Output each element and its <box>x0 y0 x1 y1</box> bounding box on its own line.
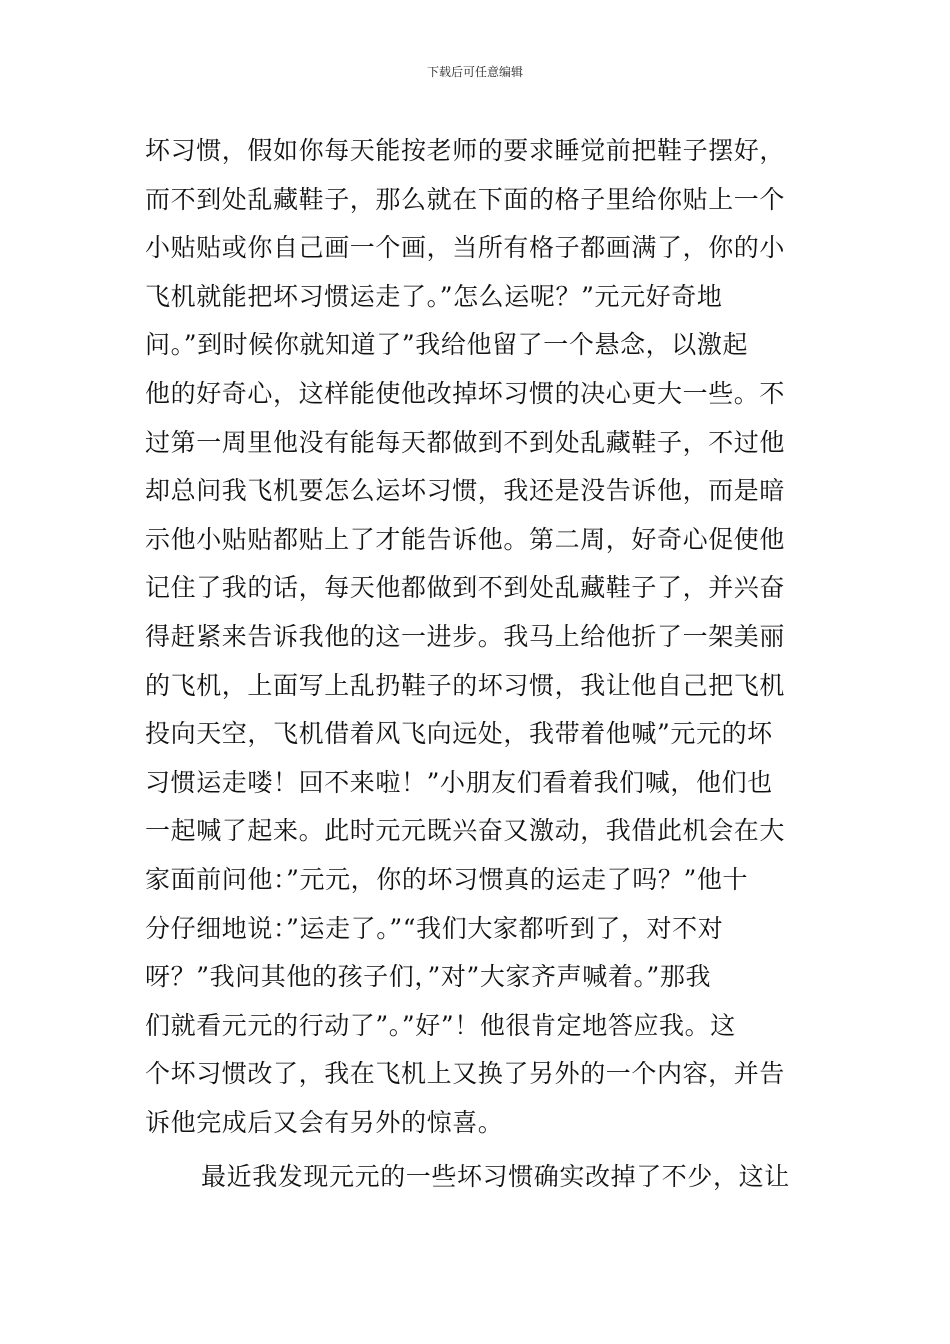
text-line: 记住了我的话，每天他都做到不到处乱藏鞋子了，并兴奋 <box>145 573 786 603</box>
text-line: 个坏习惯改了，我在飞机上又换了另外的一个内容，并告 <box>145 1059 786 1089</box>
text-line: 最近我发现元元的一些坏习惯确实改掉了不少，这让 <box>201 1162 790 1192</box>
text-line: 而不到处乱藏鞋子，那么就在下面的格子里给你贴上一个 <box>145 184 786 214</box>
text-line: 投向天空，飞机借着风飞向远处，我带着他喊”元元的坏 <box>145 719 773 749</box>
text-line: 呀？”我问其他的孩子们，”对”大家齐声喊着。”那我 <box>145 962 712 992</box>
document-body <box>145 127 825 1202</box>
paragraph <box>145 1153 825 1202</box>
text-line: 一起喊了起来。此时元元既兴奋又激动，我借此机会在大 <box>145 816 786 846</box>
text-line: 坏习惯，假如你每天能按老师的要求睡觉前把鞋子摆好， <box>145 136 786 165</box>
text-line: 问。”到时候你就知道了”我给他留了一个悬念，以激起 <box>145 330 749 360</box>
page-header: 下载后可任意编辑 <box>426 65 523 79</box>
text-line: 过第一周里他没有能每天都做到不到处乱藏鞋子，不过他 <box>145 427 786 457</box>
text-line: 却总问我飞机要怎么运坏习惯，我还是没告诉他，而是暗 <box>145 476 786 506</box>
text-line: 诉他完成后又会有另外的惊喜。 <box>145 1107 504 1137</box>
text-line: 的飞机，上面写上乱扔鞋子的坏习惯，我让他自己把飞机 <box>145 670 786 700</box>
text-line: 示他小贴贴都贴上了才能告诉他。第二周，好奇心促使他 <box>145 524 786 554</box>
text-line: 他的好奇心，这样能使他改掉坏习惯的决心更大一些。不 <box>145 378 786 408</box>
text-line: 小贴贴或你自己画一个画，当所有格子都画满了，你的小 <box>145 233 786 263</box>
text-line: 飞机就能把坏习惯运走了。”怎么运呢？”元元好奇地 <box>145 281 723 311</box>
text-line: 得赶紧来告诉我他的这一进步。我马上给他折了一架美丽 <box>145 621 786 651</box>
text-line: 家面前问他：”元元，你的坏习惯真的运走了吗？”他十 <box>145 864 749 894</box>
text-line: 习惯运走喽！回不来啦！”小朋友们看着我们喊，他们也 <box>145 767 773 797</box>
text-line: 们就看元元的行动了”。”好”！他很肯定地答应我。这 <box>145 1010 736 1040</box>
paragraph <box>145 127 825 1147</box>
text-line: 分仔细地说：”运走了。”“我们大家都听到了，对不对 <box>145 913 724 943</box>
